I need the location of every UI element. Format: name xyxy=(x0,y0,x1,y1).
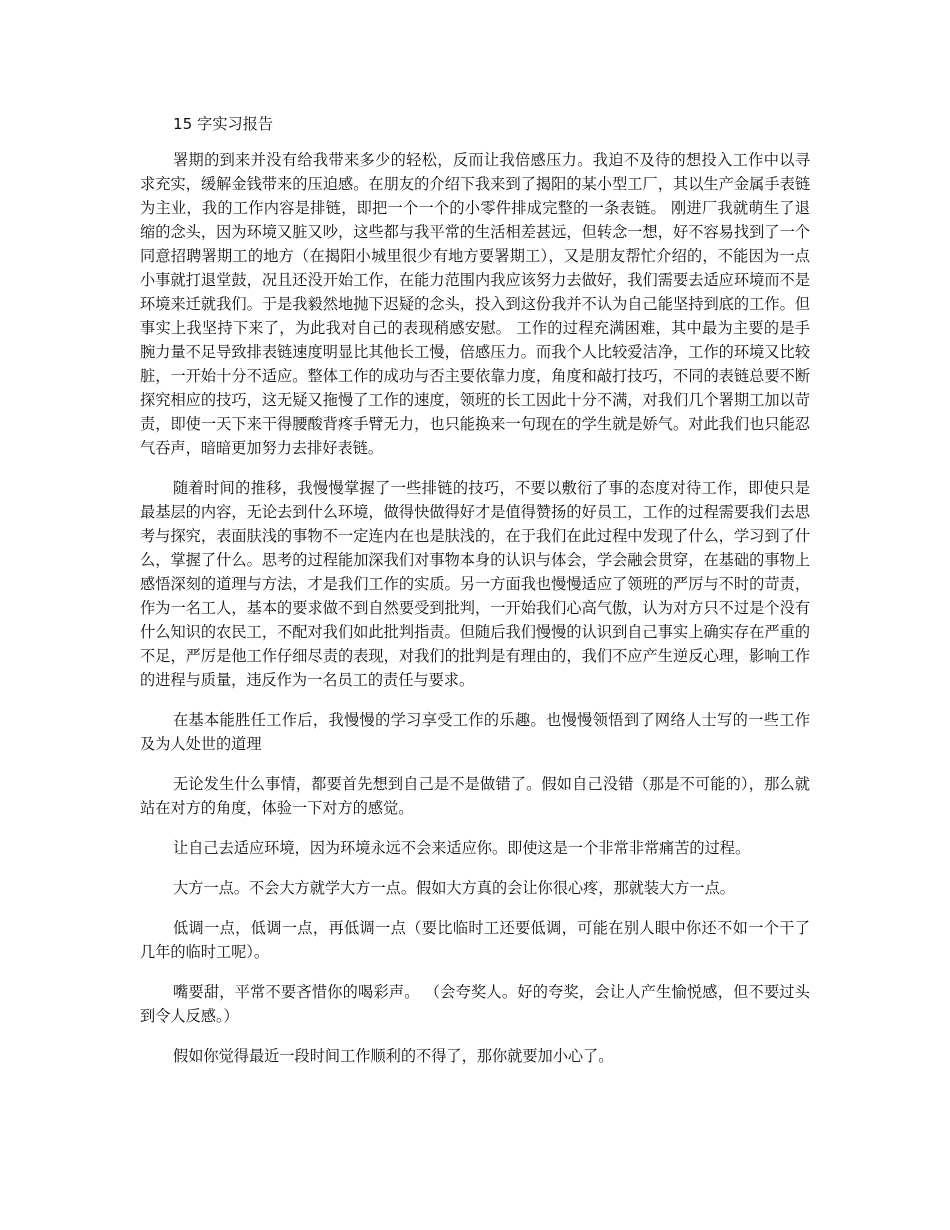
paragraph: 假如你觉得最近一段时间工作顺利的不得了，那你就要加小心了。 xyxy=(173,1047,614,1065)
document-title: 15 字实习报告 xyxy=(173,115,274,133)
paragraph: 在基本能胜任工作后，我慢慢的学习享受工作的乐趣。也慢慢领悟到了网络人士写的一些工作及为人处世的道理 xyxy=(140,711,810,753)
paragraph: 大方一点。不会大方就学大方一点。假如大方真的会让你很心疼，那就装大方一点。 xyxy=(173,879,735,897)
paragraph: 让自己去适应环境，因为环境永远不会来适应你。即使这是一个非常非常痛苦的过程。 xyxy=(173,839,751,857)
document-page xyxy=(140,112,810,1068)
paragraph: 无论发生什么事情，都要首先想到自己是不是做错了。假如自己没错（那是不可能的），那么就站在对方的角度，体验一下对方的感觉。 xyxy=(140,775,810,817)
paragraph: 随着时间的推移，我慢慢掌握了一些排链的技巧，不要以敷衍了事的态度对待工作，即使只是最基层的内容，无论去到什么环境，做得快做得好才是值得赞扬的好员工，工作的过程需要我们去思考与探究，表面肤浅的事物不一定连内在也是肤浅的，在于我们在此过程中发现了什么，学习到了什么，掌握了什么。思考的过程能加深我们对事物本身的认识与体会，学会融会贯穿，在基础的事物上感悟深刻的道理与方法，才是我们工作的实质。另一方面我也慢慢适应了领班的严厉与不时的苛责，作为一名工人，基本的要求做不到自然要受到批判，一开始我们心高气傲，认为对方只不过是个没有什么知识的农民工，不配对我们如此批判指责。但随后我们慢慢的认识到自己事实上确实存在严重的不足，严厉是他工作仔细尽责的表现，对我们的批判是有理由的，我们不应产生逆反心理，影响工作的进程与质量，违反作为一名员工的责任与要求。 xyxy=(140,479,810,689)
paragraph: 署期的到来并没有给我带来多少的轻松，反而让我倍感压力。我迫不及待的想投入工作中以寻求充实，缓解金钱带来的压迫感。在朋友的介绍下我来到了揭阳的某小型工厂，其以生产金属手表链为主业，我的工作内容是排链，即把一个一个的小零件排成完整的一条表链。 刚进厂我就萌生了退缩的念头，因为环境又脏又吵，这些都与我平常的生活相差甚远，但转念一想，好不容易找到了一个同意招聘署期工的地方（在揭阳小城里很少有地方要署期工），又是朋友帮忙介绍的，不能因为一点小事就打退堂鼓，况且还没开始工作，在能力范围内我应该努力去做好，我们需要去适应环境而不是环境来迁就我们。于是我毅然地抛下迟疑的念头，投入到这份我并不认为自己能坚持到底的工作。但事实上我坚持下来了，为此我对自己的表现稍感安慰。 工作的过程充满困难，其中最为主要的是手腕力量不足导致排表链速度明显比其他长工慢，倍感压力。而我个人比较爱洁净，工作的环境又比较脏，一开始十分不适应。整体工作的成功与否主要依靠力度，角度和敲打技巧，不同的表链总要不断探究相应的技巧，这无疑又拖慢了工作的速度，领班的长工因此十分不满，对我们几个署期工加以苛责，即使一天下来干得腰酸背疼手臂无力，也只能换来一句现在的学生就是娇气。对此我们也只能忍气吞声，暗暗更加努力去排好表链。 xyxy=(140,151,810,457)
paragraph: 低调一点，低调一点，再低调一点（要比临时工还要低调，可能在别人眼中你还不如一个干了几年的临时工呢）。 xyxy=(140,919,810,961)
paragraph: 嘴要甜，平常不要吝惜你的喝彩声。 （会夸奖人。好的夸奖，会让人产生愉悦感，但不要过头到令人反感。） xyxy=(140,983,810,1025)
